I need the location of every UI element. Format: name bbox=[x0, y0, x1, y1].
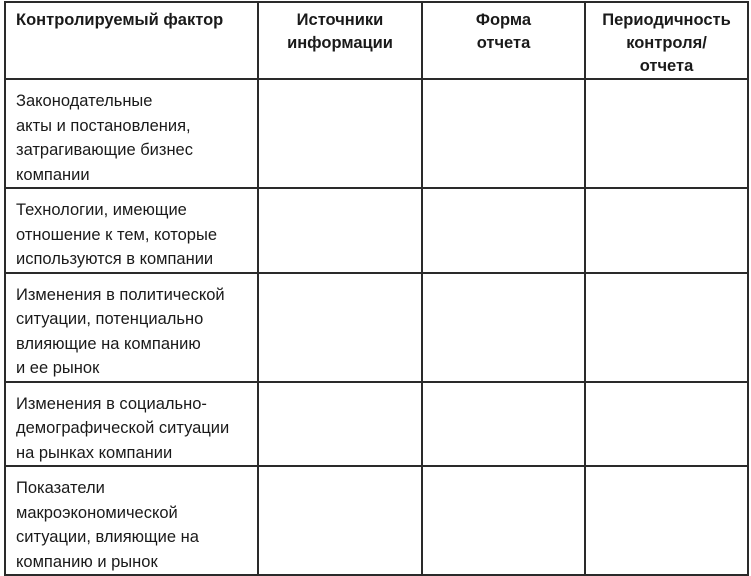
cell-report-form bbox=[422, 79, 585, 188]
cell-control-frequency bbox=[585, 466, 748, 575]
table-row bbox=[5, 79, 748, 188]
cell-information-sources bbox=[258, 382, 422, 467]
row-factor-label: Показатели макроэкономической ситуации, влияющие на компанию и рынок bbox=[5, 466, 258, 575]
header-information-sources: Источники информации bbox=[258, 2, 422, 79]
cell-information-sources bbox=[258, 273, 422, 382]
row-factor-label: Изменения в политической ситуации, потенциально влияющие на компанию и ее рынок bbox=[5, 273, 258, 382]
cell-control-frequency bbox=[585, 382, 748, 467]
cell-report-form bbox=[422, 466, 585, 575]
cell-information-sources bbox=[258, 79, 422, 188]
header-report-form: Форма отчета bbox=[422, 2, 585, 79]
cell-information-sources bbox=[258, 466, 422, 575]
table-row bbox=[5, 188, 748, 273]
table-header bbox=[5, 2, 748, 79]
cell-information-sources bbox=[258, 188, 422, 273]
cell-control-frequency bbox=[585, 79, 748, 188]
row-factor-label: Изменения в социально- демографической ситуации на рынках компании bbox=[5, 382, 258, 467]
header-controlled-factor: Контролируемый фактор bbox=[5, 2, 258, 79]
cell-report-form bbox=[422, 382, 585, 467]
header-row bbox=[5, 2, 748, 79]
factor-control-table bbox=[4, 1, 749, 576]
table-row bbox=[5, 466, 748, 575]
row-factor-label: Законодательные акты и постановления, затрагивающие бизнес компании bbox=[5, 79, 258, 188]
cell-report-form bbox=[422, 188, 585, 273]
table-body bbox=[5, 79, 748, 575]
cell-report-form bbox=[422, 273, 585, 382]
table-row bbox=[5, 382, 748, 467]
cell-control-frequency bbox=[585, 273, 748, 382]
factor-control-table-container bbox=[4, 1, 747, 576]
header-control-frequency: Периодичность контроля/ отчета bbox=[585, 2, 748, 79]
cell-control-frequency bbox=[585, 188, 748, 273]
table-row bbox=[5, 273, 748, 382]
row-factor-label: Технологии, имеющие отношение к тем, которые используются в компании bbox=[5, 188, 258, 273]
